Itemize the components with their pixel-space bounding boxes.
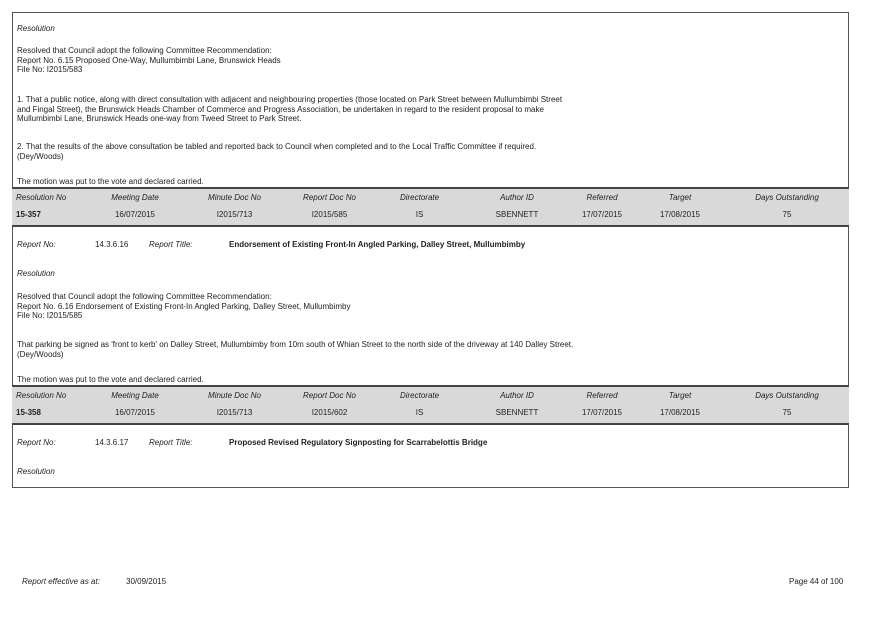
col-resolution-no: Resolution No: [16, 193, 67, 202]
col-referred: Referred: [586, 391, 618, 400]
col-meeting-date: Meeting Date: [111, 193, 159, 202]
resolution-line: Resolved that Council adopt the following Committee Recommendation:: [17, 46, 272, 55]
report-no: 14.3.6.16: [95, 240, 129, 249]
cell-target: 17/08/2015: [659, 210, 701, 219]
col-target: Target: [668, 391, 692, 400]
cell-referred: 17/07/2015: [581, 408, 623, 417]
resolution-line: File No: I2015/583: [17, 65, 83, 74]
col-days-outstanding: Days Outstanding: [755, 193, 819, 202]
cell-directorate: IS: [415, 210, 424, 219]
cell-minute-doc-no: I2015/713: [216, 408, 253, 417]
report-effective-label: Report effective as at:: [22, 577, 100, 586]
resolution-line: Report No. 6.16 Endorsement of Existing Front-In Angled Parking, Dalley Street, Mullumbimby: [17, 301, 351, 311]
cell-resolution-no: 15-358: [16, 408, 41, 417]
report-no: 14.3.6.17: [95, 438, 129, 447]
resolution-line: Mullumbimbi Lane, Brunswick Heads one-way from Tweed Street to Park Street.: [17, 114, 302, 123]
resolution-line: (Dey/Woods): [17, 349, 64, 359]
report-title: Proposed Revised Regulatory Signposting for Scarrabelottis Bridge: [229, 438, 488, 447]
report-no-label: Report No:: [17, 240, 56, 249]
motion-carried: The motion was put to the vote and declared carried.: [17, 375, 204, 384]
cell-report-doc-no: I2015/602: [311, 408, 348, 417]
report-effective-date: 30/09/2015: [126, 577, 167, 586]
table-row: [12, 385, 849, 425]
motion-carried: The motion was put to the vote and declared carried.: [17, 177, 204, 186]
cell-directorate: IS: [415, 408, 424, 417]
cell-referred: 17/07/2015: [581, 210, 623, 219]
cell-days-outstanding: 75: [782, 408, 792, 417]
resolution-paragraph: [17, 340, 573, 359]
resolution-intro: [17, 292, 351, 321]
col-report-doc-no: Report Doc No: [303, 193, 356, 202]
col-days-outstanding: Days Outstanding: [755, 391, 819, 400]
resolution-intro: [17, 46, 281, 75]
resolution-line: Report No. 6.15 Proposed One-Way, Mullumbimbi Lane, Brunswick Heads: [17, 55, 281, 65]
report-title-label: Report Title:: [149, 240, 193, 249]
resolution-item-1: [17, 95, 562, 124]
col-directorate: Directorate: [399, 193, 440, 202]
resolution-line: That parking be signed as 'front to kerb' on Dalley Street, Mullumbimby from 10m south of Whian Street to the north side of the driveway at 140 Dalley Street.: [17, 340, 574, 349]
cell-resolution-no: 15-357: [16, 210, 41, 219]
resolution-label: Resolution: [17, 24, 55, 33]
table-row: [12, 187, 849, 227]
resolution-line: 2. That the results of the above consultation be tabled and reported back to Council when completed and to the Local Traffic Committee if required.: [17, 142, 537, 151]
col-meeting-date: Meeting Date: [111, 391, 159, 400]
cell-target: 17/08/2015: [659, 408, 701, 417]
cell-meeting-date: 16/07/2015: [114, 210, 156, 219]
report-no-label: Report No:: [17, 438, 56, 447]
col-author-id: Author ID: [500, 193, 534, 202]
cell-report-doc-no: I2015/585: [311, 210, 348, 219]
report-title: Endorsement of Existing Front-In Angled Parking, Dalley Street, Mullumbimby: [229, 240, 526, 249]
cell-minute-doc-no: I2015/713: [216, 210, 253, 219]
col-minute-doc-no: Minute Doc No: [208, 391, 261, 400]
cell-meeting-date: 16/07/2015: [114, 408, 156, 417]
resolution-label: Resolution: [17, 467, 55, 476]
col-report-doc-no: Report Doc No: [303, 391, 356, 400]
resolution-item-2: [17, 142, 536, 161]
page-number: Page 44 of 100: [789, 577, 844, 586]
resolution-line: (Dey/Woods): [17, 151, 64, 161]
cell-author-id: SBENNETT: [495, 210, 539, 219]
col-minute-doc-no: Minute Doc No: [208, 193, 261, 202]
col-directorate: Directorate: [399, 391, 440, 400]
cell-days-outstanding: 75: [782, 210, 792, 219]
col-resolution-no: Resolution No: [16, 391, 67, 400]
resolution-line: Resolved that Council adopt the following Committee Recommendation:: [17, 292, 272, 301]
resolution-line: 1. That a public notice, along with direct consultation with adjacent and neighbouring properties (those located on Park Street between Mullumbimbi Street: [17, 95, 563, 104]
resolution-label: Resolution: [17, 269, 55, 278]
col-target: Target: [668, 193, 692, 202]
resolution-line: and Fingal Street), the Brunswick Heads Chamber of Commerce and Progress Association, be undertaken in regard to the resident proposal to make: [17, 104, 544, 114]
report-title-label: Report Title:: [149, 438, 193, 447]
cell-author-id: SBENNETT: [495, 408, 539, 417]
resolution-line: File No: I2015/585: [17, 311, 83, 320]
col-referred: Referred: [586, 193, 618, 202]
col-author-id: Author ID: [500, 391, 534, 400]
